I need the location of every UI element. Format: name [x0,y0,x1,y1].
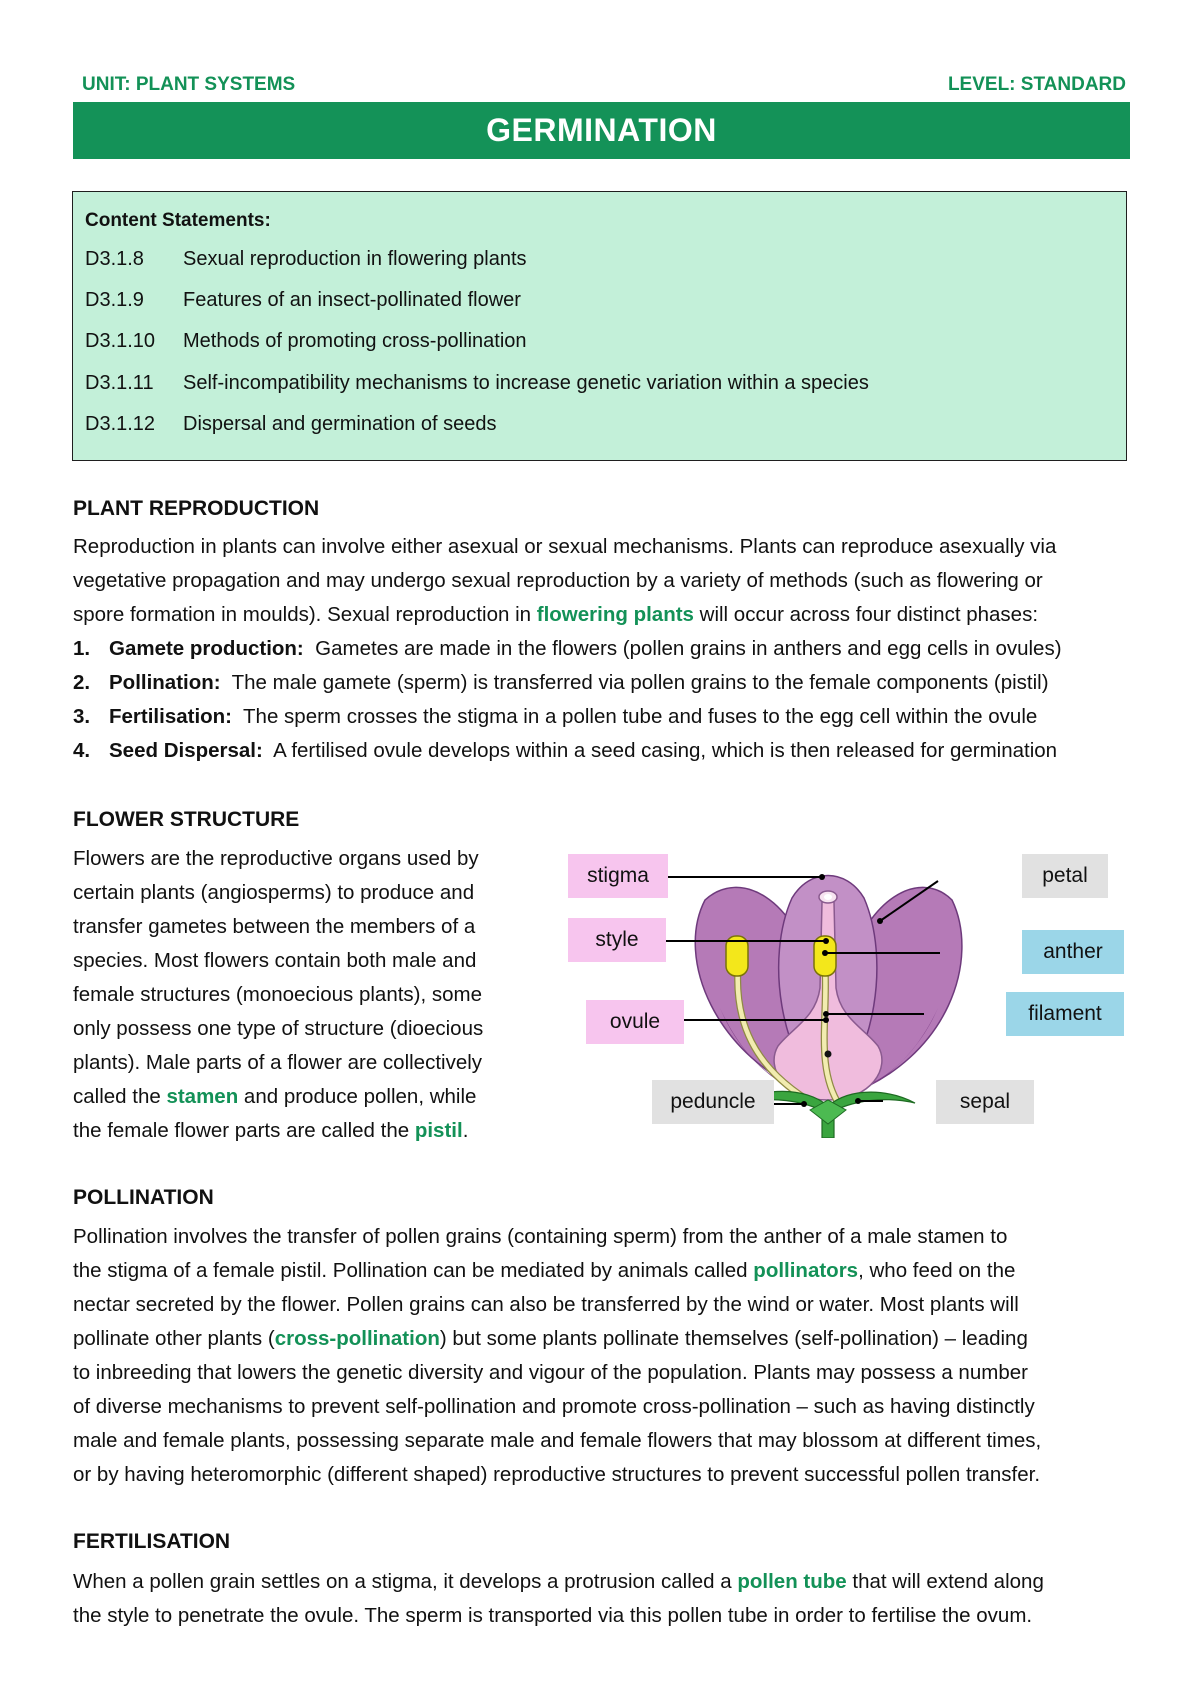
key-term: pistil [414,1119,463,1142]
text-line: the style to penetrate the ovule. The sperm is transported via this pollen tube in order to fertilise the ovum. [73,1604,1033,1627]
text-segment: pollinate other plants ( [73,1327,275,1350]
text-line: to inbreeding that lowers the genetic diversity and vigour of the population. Plants may possess a number [73,1361,1028,1384]
text-segment: will occur across four distinct phases: [693,603,1039,626]
text-line: plants). Male parts of a flower are collectively [73,1051,483,1074]
statement-code: D3.1.8 [85,248,144,270]
content-statement-row [85,330,527,360]
flower-diagram [560,838,1130,1138]
key-term: cross-pollination [274,1327,440,1350]
text-line: female structures (monoecious plants), some [73,983,483,1006]
text-line: vegetative propagation and may undergo sexual reproduction by a variety of methods (such as flowering or [73,569,1043,592]
ovule-shape [825,1051,832,1058]
phase-text: The male gamete (sperm) is transferred via pollen grains to the female components (pistil) [220,671,1049,694]
page-title: GERMINATION [73,102,1130,159]
phase-item [73,632,1062,666]
text-segment: When a pollen grain settles on a stigma, it develops a protrusion called a [73,1570,738,1593]
phase-item [73,734,1062,768]
statement-text: Sexual reproduction in flowering plants [183,248,527,270]
text-line [73,1254,1041,1288]
content-statements-box [72,191,1127,461]
key-term: flowering plants [536,603,694,626]
label-style: style [568,918,666,962]
label-anther: anther [1022,930,1124,974]
key-term: stamen [166,1085,239,1108]
key-term: pollinators [753,1259,859,1282]
label-ovule: ovule [586,1000,684,1044]
text-line: certain plants (angiosperms) to produce and [73,881,475,904]
statement-code: D3.1.11 [85,372,154,394]
text-line: Flowers are the reproductive organs used by [73,847,479,870]
phase-number: 3. [73,705,91,728]
text-line: transfer gametes between the members of a [73,915,476,938]
label-peduncle: peduncle [652,1080,774,1124]
text-segment: , who feed on the [858,1259,1016,1282]
text-segment: . [462,1119,469,1142]
phase-item [73,700,1062,734]
content-statement-row [85,289,521,319]
phase-number: 1. [73,637,91,660]
text-line: nectar secreted by the flower. Pollen grains can also be transferred by the wind or water. Most plants will [73,1293,1019,1316]
flower-structure-paragraph [73,842,483,1148]
text-segment: spore formation in moulds). Sexual reproduction in [73,603,537,626]
fertilisation-paragraph [73,1565,1044,1633]
label-sepal: sepal [936,1080,1034,1124]
flower-structure-heading: FLOWER STRUCTURE [73,808,300,831]
text-segment: ) but some plants pollinate themselves (self-pollination) – leading [439,1327,1028,1350]
phase-number: 2. [73,671,91,694]
label-petal: petal [1022,854,1108,898]
text-line [73,1565,1044,1599]
header-bar [82,74,1126,102]
text-segment: that will extend along [846,1570,1044,1593]
text-line [73,1080,483,1114]
text-line: Pollination involves the transfer of pollen grains (containing sperm) from the anther of a male stamen to [73,1225,1008,1248]
statement-text: Methods of promoting cross-pollination [183,330,527,352]
plant-reproduction-heading: PLANT REPRODUCTION [73,497,320,520]
text-segment: the female flower parts are called the [73,1119,415,1142]
statement-text: Features of an insect-pollinated flower [183,289,521,311]
pollination-heading: POLLINATION [73,1186,214,1209]
phase-term: Pollination: [109,671,221,694]
text-line [73,1114,483,1148]
text-line: male and female plants, possessing separate male and female flowers that may blossom at different times, [73,1429,1042,1452]
fertilisation-heading: FERTILISATION [73,1530,231,1553]
statement-code: D3.1.10 [85,330,156,352]
key-term: pollen tube [737,1570,847,1593]
text-line [73,598,1062,632]
phase-term: Fertilisation: [109,705,233,728]
text-line: Reproduction in plants can involve either asexual or sexual mechanisms. Plants can reproduce asexually via [73,535,1057,558]
text-line: or by having heteromorphic (different shaped) reproductive structures to prevent successful pollen transfer. [73,1463,1041,1486]
phase-number: 4. [73,739,91,762]
label-stigma: stigma [568,854,668,898]
statement-text: Self-incompatibility mechanisms to increase genetic variation within a species [183,372,869,394]
level-label: LEVEL: STANDARD [947,74,1126,95]
statement-code: D3.1.9 [85,289,144,311]
phase-text: The sperm crosses the stigma in a pollen tube and fuses to the egg cell within the ovule [232,705,1038,728]
plant-reproduction-paragraph [73,530,1062,768]
text-segment: the stigma of a female pistil. Pollination can be mediated by animals called [73,1259,754,1282]
text-line: of diverse mechanisms to prevent self-pollination and promote cross-pollination – such as having distinctly [73,1395,1035,1418]
content-statement-row [85,413,497,443]
content-statement-row [85,248,527,278]
phase-text: A fertilised ovule develops within a seed casing, which is then released for germination [262,739,1058,762]
phase-text: Gametes are made in the flowers (pollen grains in anthers and egg cells in ovules) [303,637,1062,660]
phase-term: Seed Dispersal: [109,739,263,762]
text-segment: and produce pollen, while [238,1085,477,1108]
phase-item [73,666,1062,700]
phase-term: Gamete production: [109,637,304,660]
content-statements-heading: Content Statements: [85,210,271,231]
unit-label: UNIT: PLANT SYSTEMS [82,74,296,95]
text-segment: called the [73,1085,167,1108]
content-statement-row [85,372,869,402]
pollination-paragraph [73,1220,1041,1492]
text-line [73,1322,1041,1356]
statement-text: Dispersal and germination of seeds [183,413,497,435]
text-line: only possess one type of structure (dioecious [73,1017,484,1040]
label-filament: filament [1006,992,1124,1036]
statement-code: D3.1.12 [85,413,156,435]
text-line: species. Most flowers contain both male and [73,949,477,972]
